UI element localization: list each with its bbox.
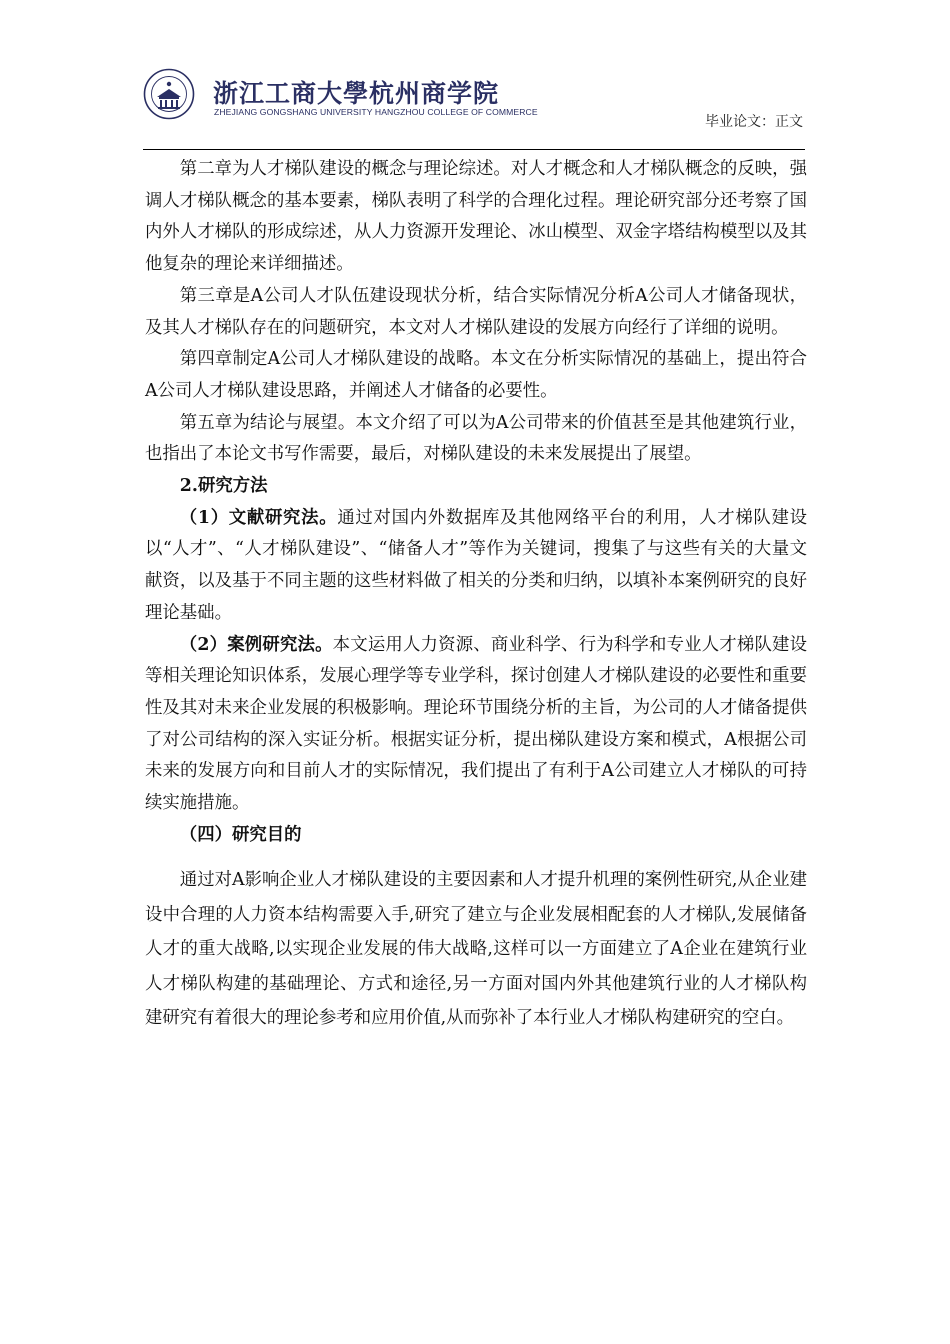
method-1-title: （1）文献研究法。 (179, 507, 338, 528)
paragraph-chapter-4: 第四章制定A公司人才梯队建设的战略。本文在分析实际情况的基础上，提出符合A公司人才梯队建设思路，并阐述人才储备的必要性。 (145, 349, 807, 401)
university-logo-english: ZHEJIANG GONGSHANG UNIVERSITY HANGZHOU COLLEGE OF COMMERCE (214, 107, 538, 117)
method-2-title: （2）案例研究法。 (179, 634, 333, 655)
heading-research-methods: 2.研究方法 (179, 476, 268, 497)
header-divider (143, 149, 805, 150)
document-body (145, 154, 807, 1036)
method-1-text: 通过对国内外数据库及其他网络平台的利用，人才梯队建设以“人才”、“人才梯队建设”、“储备人才”等作为关键词，搜集了与这些有关的大量文献资，以及基于不同主题的这些材料做了相关的分类和归纳，以填补本案例研究的良好理论基础。 (145, 507, 807, 623)
paragraph-chapter-5: 第五章为结论与展望。本文介绍了可以为A公司带来的价值甚至是其他建筑行业，也指出了本论文书写作需要，最后，对梯队建设的未来发展提出了展望。 (145, 412, 807, 465)
method-2-text: 本文运用人力资源、商业科学、行为科学和专业人才梯队建设等相关理论知识体系，发展心理学等专业学科，探讨创建人才梯队建设的必要性和重要性及其对未来企业发展的积极影响。理论环节围绕分析的主旨，为公司的人才储备提供了对公司结构的深入实证分析。根据实证分析，提出梯队建设方案和模式，A根据公司未来的发展方向和目前人才的实际情况，我们提出了有利于A公司建立人才梯队的可持续实施措施。 (145, 634, 807, 814)
paragraph-research-purpose: 通过对A影响企业人才梯队建设的主要因素和人才提升机理的案例性研究,从企业建设中合理的人力资本结构需要入手,研究了建立与企业发展相配套的人才梯队,发展储备人才的重大战略,以实现企业发展的伟大战略,这样可以一方面建立了A企业在建筑行业人才梯队构建的基础理论、方式和途径,另一方面对国内外其他建筑行业的人才梯队构建研究有着很大的理论参考和应用价值,从而弥补了本行业人才梯队构建研究的空白。 (145, 870, 807, 1029)
paragraph-case-method (145, 630, 807, 820)
page-header (143, 66, 805, 146)
document-type-label: 毕业论文：正文 (705, 114, 803, 130)
university-seal-icon (143, 68, 195, 120)
university-logo-text: 浙江工商大學杭州商学院 (213, 79, 500, 108)
paragraph-chapter-3: 第三章是A公司人才队伍建设现状分析，结合实际情况分析A公司人才储备现状，及其人才梯队存在的问题研究，本文对人才梯队建设的发展方向经行了详细的说明。 (145, 285, 807, 338)
heading-research-purpose: （四）研究目的 (179, 824, 302, 845)
paragraph-chapter-2: 第二章为人才梯队建设的概念与理论综述。对人才概念和人才梯队概念的反映，强调人才梯队概念的基本要素，梯队表明了科学的合理化过程。理论研究部分还考察了国内外人才梯队的形成综述，从人力资源开发理论、冰山模型、双金字塔结构模型以及其他复杂的理论来详细描述。 (145, 159, 807, 275)
paragraph-literature-method (145, 503, 807, 630)
